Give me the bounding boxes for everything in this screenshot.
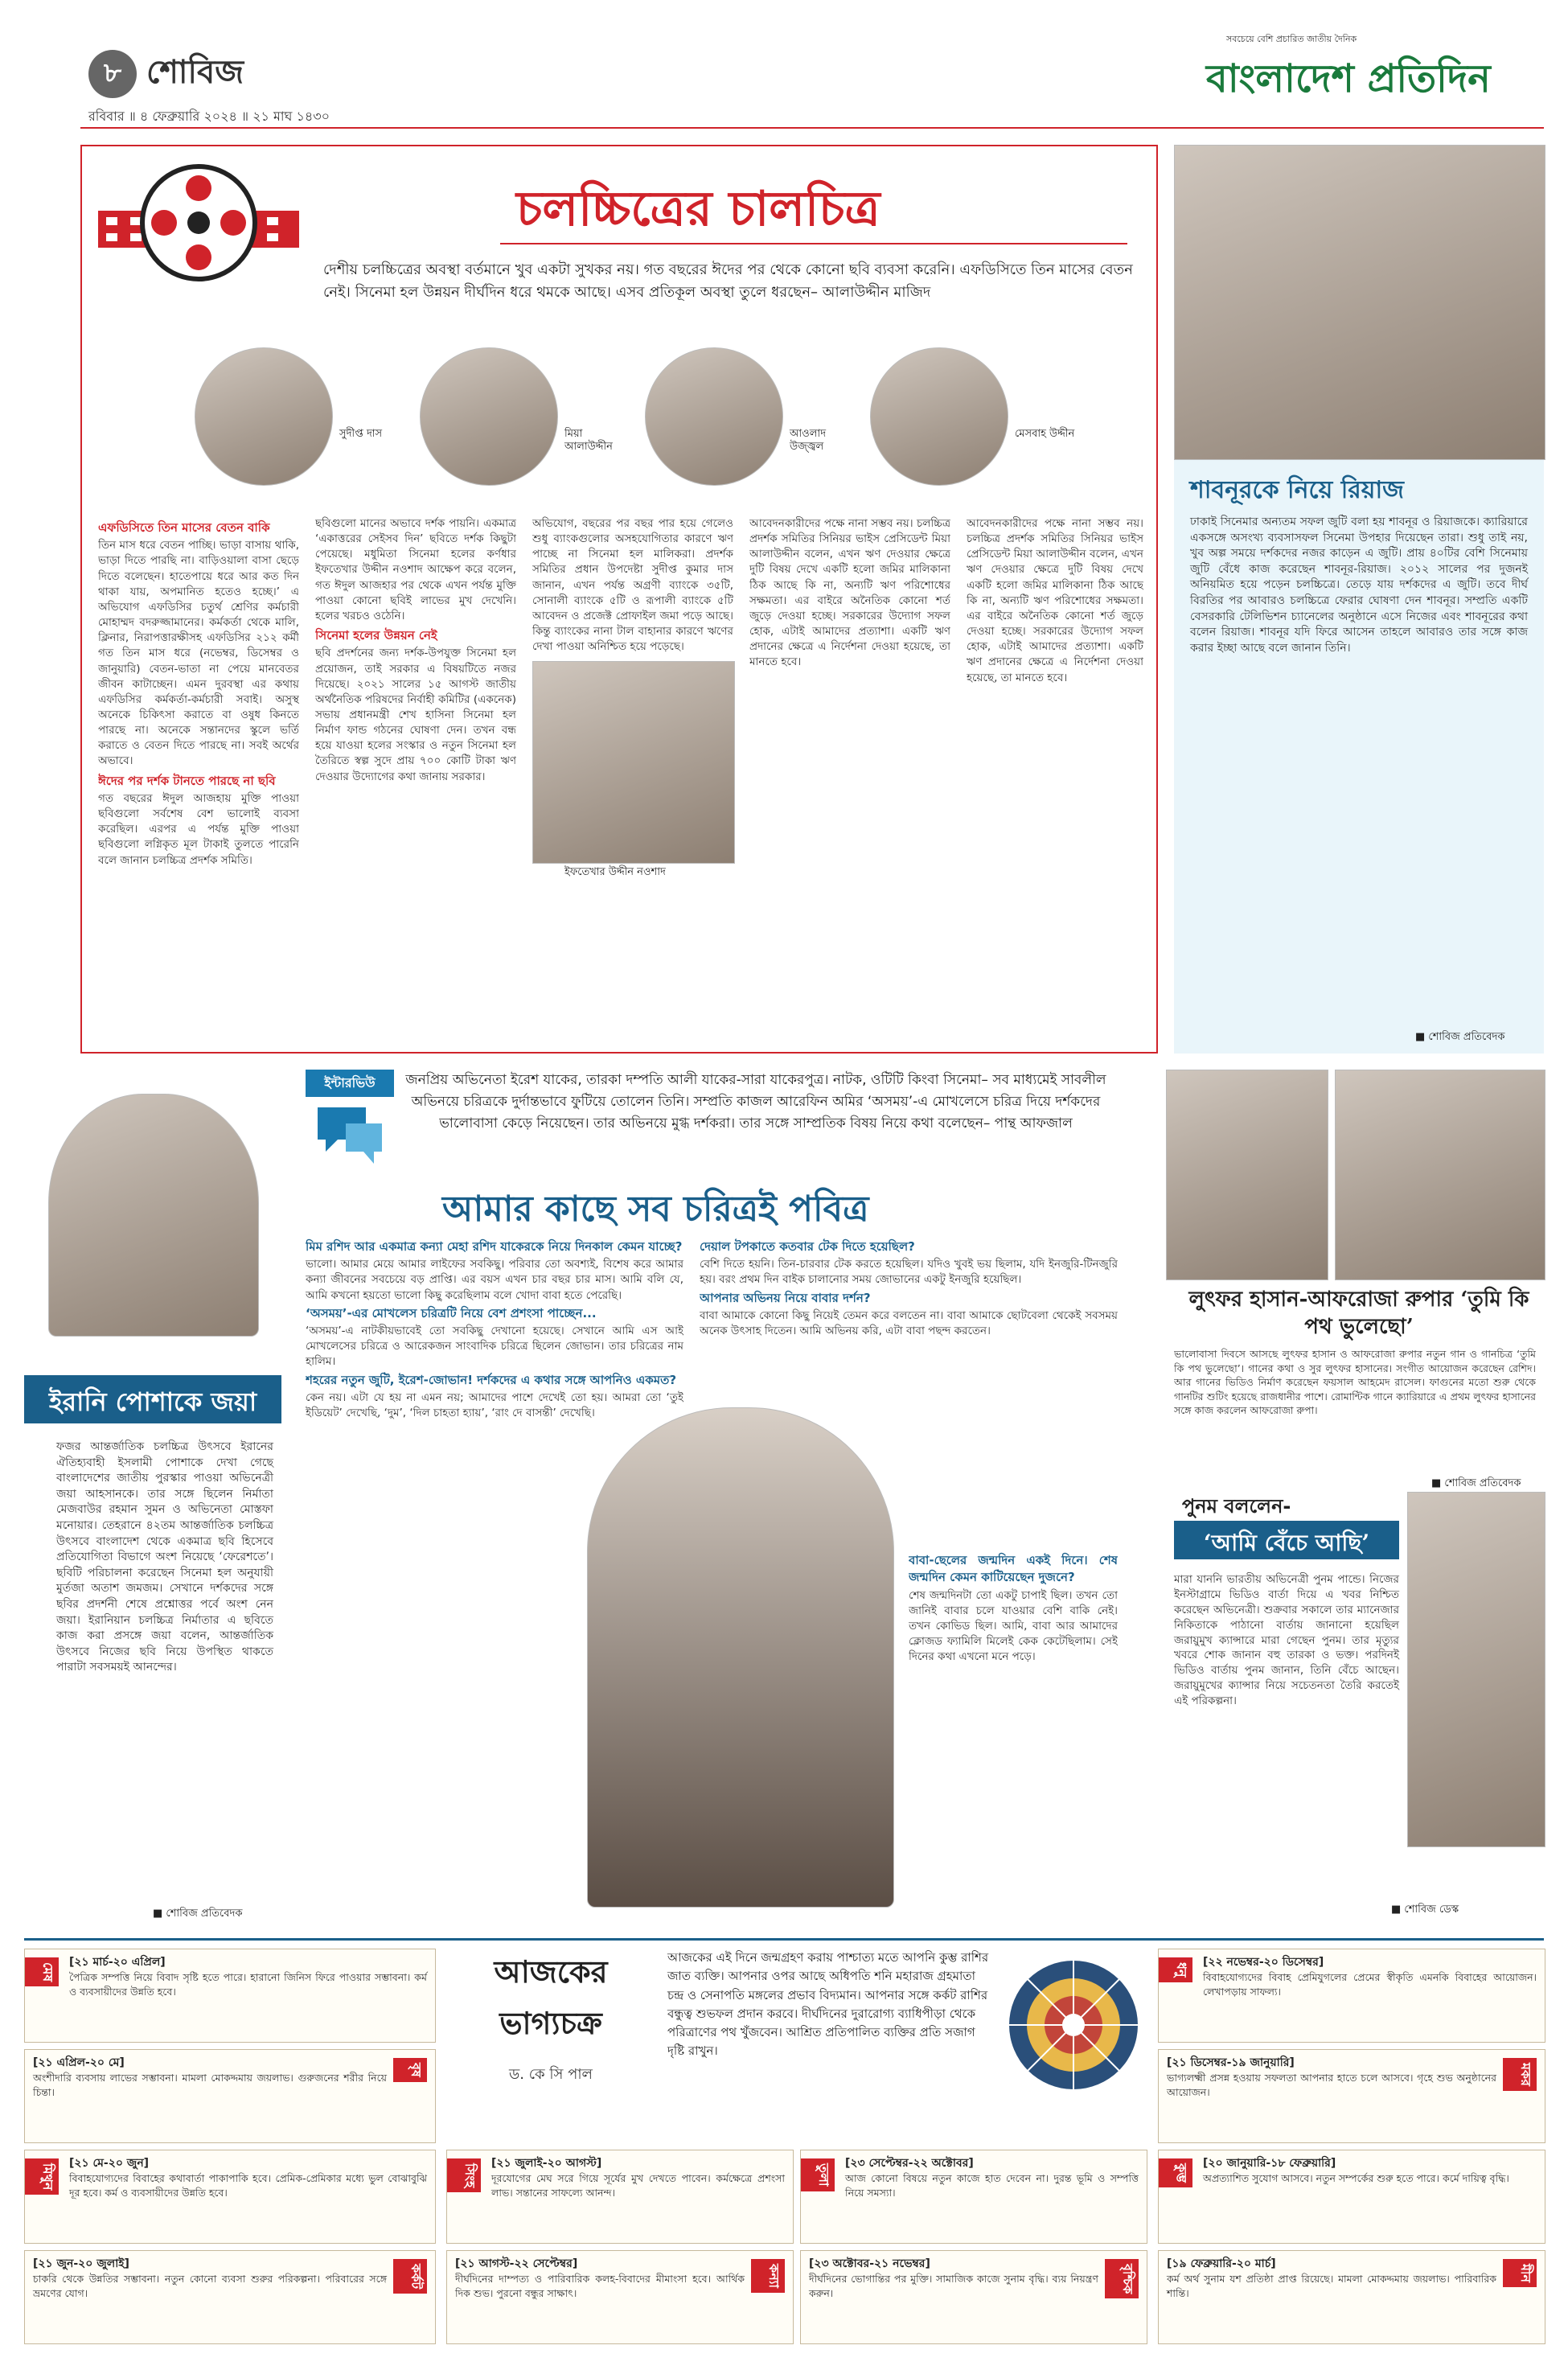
zodiac-sign — [24, 2250, 436, 2344]
chat-icon — [314, 1103, 386, 1168]
section-name: শোবিজ — [146, 53, 244, 91]
interview-intro: জনপ্রিয় অভিনেতা ইরেশ যাকের, তারকা দম্পতি আলী যাকের-সারা যাকেরপুত্র। নাটক, ওটিটি কিংবা সিনেমা– সব মাধ্যমেই সাবলীল অভিনয়ে চরিত্রকে দুর্দান্তভাবে ফুটিয়ে তোলেন তিনি। সম্প্রতি কাজল আরেফিন অমির ‘অসময়’-এ মোখলেসে চরিত্র দিয়ে দর্শকদের ভালোবাসা কেড়ে নিয়েছেন। তার অভিনয়ে মুগ্ধ দর্শকরা। তার সঙ্গে সাম্প্রতিক বিষয় নিয়ে কথা বলেছেন– পান্থ আফজাল — [405, 1072, 1106, 1132]
sign-label: বৃষ — [393, 2058, 427, 2082]
zodiac-sign — [1158, 2150, 1545, 2244]
zodiac-wheel-icon — [1005, 1957, 1142, 2093]
sign-label: মেষ — [25, 1957, 59, 1986]
page-number-badge — [88, 50, 137, 98]
subhead-audience: ঈদের পর দর্শক টানতে পারছে না ছবি — [98, 773, 276, 788]
photo-riaz-shabnur — [1174, 145, 1545, 460]
sign-dates: [১৯ ফেব্রুয়ারি-২০ মার্চ] — [1167, 2257, 1276, 2270]
joya-text: ফজর আন্তর্জাতিক চলচ্চিত্র উৎসবে ইরানের ঐতিহ্যবাহী ইসলামী পোশাকে দেখা গেছে বাংলাদেশের জাতীয় পুরস্কার পাওয়া অভিনেত্রী জয়া আহসানকে। তার সঙ্গে ছিলেন নির্মাতা মেজবাউর রহমান সুমন ও অভিনেতা মোস্তফা মনোয়ার। তেহরানে ৪২তম আন্তর্জাতিক চলচ্চিত্র উৎসবে বাংলাদেশ থেকে একমাত্র ছবি হিসেবে প্রতিযোগিতা বিভাগে অংশ নিয়েছে ‘ফেরেশতে’। ছবিটি পরিচালনা করেছেন সিনেমা হল অনুযায়ী মুর্তজা অতাশ জমজম। সেখানে দর্শকদের সঙ্গে ছবির প্রদর্শনী শেষে প্রশ্নোত্তর পর্বে অংশ নেন জয়া। ইরানিয়ান চলচ্চিত্র নির্মাতার এ ছবিতে কাজ করা প্রসঙ্গে জয়া বলেন, আন্তর্জাতিক উৎসবে নিজের ছবি নিয়ে উপস্থিত থাকতে পারাটা সবসময়ই আনন্দের। — [56, 1440, 273, 1674]
sign-dates: [২১ জুলাই-২০ আগস্ট] — [491, 2157, 602, 2170]
poonam-text: মারা যাননি ভারতীয় অভিনেত্রী পুনম পান্ডে। নিজের ইনস্টাগ্রামে ভিডিও বার্তা দিয়ে এ খবর নিশ্চিত করেছেন অভিনেত্রী। শুক্রবার সকালে তার ম্যানেজার নিকিতাকে পাঠানো বার্তায় জানানো হয়েছিল জরায়ুমুখ ক্যান্সারে মারা গেছেন পুনম। তার মৃত্যুর খবরে শোক জানান বহু তারকা ও ভক্ত। পরদিনই ভিডিও বার্তায় পুনম জানান, তিনি বেঁচে আছেন। জরায়ুমুখের ক্যান্সার নিয়ে সচেতনতা তৈরি করতেই এই পরিকল্পনা। — [1174, 1573, 1399, 1708]
horoscope-section — [24, 1938, 1544, 2359]
cinema-feature — [80, 145, 1158, 1054]
q3: শহরের নতুন জুটি, ইরেশ-জোভান! দর্শকদের এ কথার সঙ্গে আপনিও একমত? — [306, 1372, 677, 1387]
masthead-rule — [80, 127, 1544, 129]
riaz-text: ঢাকাই সিনেমার অন্যতম সফল জুটি বলা হয় শাবনূর ও রিয়াজকে। ক্যারিয়ারে একসঙ্গে অসংখ্য ব্যবসাসফল সিনেমা উপহার দিয়েছেন তারা। শুধু তাই নয়, খুব অল্প সময়ে দর্শকদের নজর কাড়েন এ জুটি। প্রায় ৪০টির বেশি সিনেমায় জুটি বেঁধে কাজ করেছেন শাবনূর-রিয়াজ। ২০১২ সালের পর দুজনই অনিয়মিত হয়ে পড়েন চলচ্চিত্রে। তেড়ে যায় দর্শকদের এ জুটি। তবে দীর্ঘ বিরতির পর আবারও চলচ্চিত্রে ফেরার ঘোষণা দেন শাবনূর। সম্প্রতি একটি বেসরকারি টেলিভিশন চ্যানেলের অনুষ্ঠানে এসে নিজের এবং শাবনূরের কথা বলেন রিয়াজ। শাবনূর যদি ফিরে আসেন তাহলে আবারও তার সঙ্গে কাজ করার ইচ্ছা আছে বলে জানান তিনি। — [1190, 515, 1528, 655]
col1-para-a: তিন মাস ধরে বেতন পাচ্ছি। ভাড়া বাসায় থাকি, ভাড়া দিতে পারছি না। বাড়িওয়ালা বাসা ছেড়ে দিতে বলেছেন। হাতেপায়ে ধরে আর কত দিন থাকা যায়, অপমানিত হতেও হচ্ছে।’ এ অভিযোগ এফডিসির চতুর্থ শ্রেণির কর্মচারী মোহাম্মদ বদরুজ্জামানের। কর্মকর্তা থেকে মালি, ক্লিনার, নিরাপত্তারক্ষীসহ এফডিসির ২১২ কর্মী গত তিন মাস ধরে (নভেম্বর, ডিসেম্বর ও জানুয়ারি) বেতন-ভাতা না পেয়ে মানবেতর জীবন কাটাচ্ছেন। এমন দুরবস্থা এর কথায় এফডিসির কর্মকর্তা-কর্মচারী সবাই। অসুস্থ অনেকে চিকিৎসা করাতে বা ওষুধ কিনতে পারছে না। অনেকে সন্তানদের স্কুলে ভর্তি করাতে ও বেতন দিতে পারছে না। সবই অর্থের অভাবে। — [98, 539, 299, 768]
zodiac-sign — [1158, 2250, 1545, 2344]
sign-label: সিংহ — [447, 2158, 481, 2192]
poonam-kicker: পুনম বললেন- — [1182, 1495, 1291, 1518]
interview-tag — [306, 1070, 394, 1097]
cinema-title: চলচ্চিত্রের চালচিত্র — [516, 181, 880, 237]
horoscope-author: ড. কে সি পাল — [509, 2066, 593, 2083]
portrait-row — [98, 339, 1143, 500]
horoscope-title-box — [446, 1949, 655, 2109]
photo-nawshad — [532, 661, 735, 864]
sign-text: অংশীদারি ব্যবসায় লাভের সম্ভাবনা। মামলা মোকদ্দমায় জয়লাভ। গুরুজনের শরীর নিয়ে চিন্তা। — [33, 2072, 387, 2098]
sign-label: মিথুন — [25, 2158, 59, 2195]
photo-poonam — [1407, 1492, 1545, 1847]
brand-tagline: সবচেয়ে বেশি প্রচারিত জাতীয় দৈনিক — [1226, 34, 1357, 44]
horoscope-intro: আজকের এই দিনে জন্মগ্রহণ করায় পাশ্চাত্য মতে আপনি কুম্ভ রাশির জাত ব্যক্তি। আপনার ওপর আছে অধিপতি শনি মহারাজ গ্রহমাতা চন্দ্র ও সেনাপতি মঙ্গলের প্রভাব বিদ্যমান। আপনার সঙ্গে কর্কট রাশির বন্ধুত্ব শুভফল প্রদান করবে। দীর্ঘদিনের দুরারোগ্য ব্যাধিপীড়া থেকে পরিত্রাণের পথ খুঁজবেন। আশ্রিত প্রতিপালিত ব্যক্তির প্রতি সজাগ দৃষ্টি রাখুন। — [667, 1950, 989, 2059]
sign-label: মীন — [1503, 2259, 1537, 2287]
sign-text: দূরযোগের মেঘ সরে গিয়ে সূর্যের মুখ দেখতে পাবেন। কর্মক্ষেত্রে প্রশংসা লাভ। সন্তানের সাফল্যে আনন্দ। — [491, 2172, 785, 2199]
zodiac-sign — [24, 2049, 436, 2143]
page-number: ৮ — [103, 57, 122, 89]
a4: বেশি দিতে হয়নি। তিন-চারবার টেক করতে হয়েছিল। যদিও খুবই ভয় ছিলাম, যদি ইনজুরি-টিনজুরি হয়। বরং প্রথম দিন বাইক চালানোর সময় জোভানের একটু ইনজুরি হয়েছিল। — [700, 1258, 1118, 1287]
film-reel-icon — [98, 154, 299, 291]
a3: কেন নয়। এটা যে হয় না এমন নয়; আমাদের পাশে দেখেই তো হয়। আমরা তো ‘তুই ইডিয়েট’ দেখেছি, ‘দুম’, ‘দিল চাহতা হ্যায়’, ‘রাং দে বাসন্তী’ দেখেছি। — [306, 1390, 683, 1419]
cinema-col-4 — [749, 516, 950, 1039]
interview-article — [298, 1070, 1142, 1922]
zodiac-sign — [800, 2250, 1147, 2344]
sign-text: অপ্রত্যাশিত সুযোগ আসবে। নতুন সম্পর্কের শুরু হতে পারে। কর্মে দায়িত্ব বৃদ্ধি। — [1203, 2172, 1509, 2184]
sign-dates: [২১ ডিসেম্বর-১৯ জানুয়ারি] — [1167, 2056, 1295, 2069]
zodiac-sign — [1158, 1949, 1545, 2043]
cinema-col-2 — [315, 516, 516, 1039]
interview-tag-label: ইন্টারভিউ — [324, 1075, 376, 1090]
col1-para-b: গত বছরের ঈদুল আজহায় মুক্তি পাওয়া ছবিগুলো সর্বশেষ বেশ ভালোই ব্যবসা করেছিল। এরপর এ পর্যন্ত মুক্তি পাওয়া ছবিগুলো লগ্নিকৃত মূল টাকাই তুলতে পারেনি বলে জানান চলচ্চিত্র প্রদর্শক সমিতি। — [98, 791, 299, 867]
sign-text: দীর্ঘদিনের ভোগান্তির পর মুক্তি। সামাজিক কাজে সুনাম বৃদ্ধি। ব্যয় নিয়ন্ত্রণ করুন। — [809, 2273, 1098, 2299]
cinema-intro: দেশীয় চলচ্চিত্রের অবস্থা বর্তমানে খুব একটা সুখকর নয়। গত বছরের ঈদের পর থেকে কোনো ছবি ব্যবসা করেনি। এফডিসিতে তিন মাসের বেতন নেই। সিনেমা হল উন্নয়ন দীর্ঘদিন ধরে থমকে আছে। এসব প্রতিকূল অবস্থা তুলে ধরছেন– আলাউদ্দীন মাজিদ — [323, 261, 1133, 301]
q6: বাবা-ছেলের জন্মদিন একই দিনে। শেষ জন্মদিন কেমন কাটিয়েছেন দুজনে? — [909, 1553, 1118, 1585]
sign-label: কন্যা — [751, 2259, 785, 2293]
sign-text: বিবাহযোগ্যদের বিবাহ প্রেমিযুগলের প্রেমের স্বীকৃতি এমনকি বিবাহের আয়োজন। লেখাপড়ায় সাফল্য। — [1203, 1971, 1537, 1998]
date-line: রবিবার ॥ ৪ ফেব্রুয়ারি ২০২৪ ॥ ২১ মাঘ ১৪৩০ — [88, 109, 330, 124]
interview-col-3 — [909, 1552, 1118, 1906]
sign-dates: [২১ জুন-২০ জুলাই] — [33, 2257, 129, 2270]
sign-label: ধনু — [1159, 1957, 1192, 1982]
sign-dates: [২১ মে-২০ জুন] — [69, 2157, 150, 2170]
riaz-title: শাবনূরকে নিয়ে রিয়াজ — [1190, 476, 1404, 504]
poonam-title: ‘আমি বেঁচে আছি’ — [1203, 1530, 1370, 1556]
interview-title: আমার কাছে সব চরিত্রই পবিত্র — [442, 1189, 869, 1230]
portrait-mesbah — [870, 347, 1008, 486]
caption-nawshad: ইফতেখার উদ্দীন নওশাদ — [564, 866, 666, 878]
joya-title: ইরানি পোশাকে জয়া — [48, 1386, 257, 1417]
subhead-hall: সিনেমা হলের উন্নয়ন নেই — [315, 628, 437, 643]
photo-iresh — [587, 1407, 894, 1908]
lutfor-text: ভালোবাসা দিবসে আসছে লুৎফর হাসান ও আফরোজা রুপার নতুন গান ও গানচিত্র ‘তুমি কি পথ ভুলেছো’। গানের কথা ও সুর লুৎফর হাসানের। সংগীত আয়োজন করেছেন রেশিদ। আর গানের ভিডিও নির্মাণ করেছেন ফয়সাল আহমেদ রাসেল। ফাগুনের মতো শুরু থেকে গানটির শুটিং হয়েছে রাজধানীর পাশে। রোমান্টিক গানে ক্যারিয়ারে এ প্রথম লুৎফর হাসানের সঙ্গে কাজ করলেন আফরোজা রুপা। — [1174, 1348, 1536, 1416]
q5: আপনার অভিনয় নিয়ে বাবার দর্শন? — [700, 1290, 871, 1305]
a6: শেষ জন্মদিনটা তো একটু চাপাই ছিল। তখন তো জানিই বাবার চলে যাওয়ার বেশি বাকি নেই। তখন কোভিড ছিল। আমি, বাবা আর আমাদের ক্লোজড ফ্যামিলি মিলেই কেক কেটেছিলাম। সেই দিনের কথা এখনো মনে পড়ে। — [909, 1588, 1118, 1664]
horoscope-title-1: আজকের — [494, 1953, 608, 1990]
col2-para-a: ছবিগুলো মানের অভাবে দর্শক পায়নি। একমাত্র ‘একাত্তরের সেইসব দিন’ ছবিতে দর্শক কিছুটা পেয়েছে। মধুমিতা সিনেমা হলের কর্ণধার ইফতেখার উদ্দীন নওশাদ আক্ষেপ করে বলেন, গত ঈদুল আজহার পর থেকে এখন পর্যন্ত মুক্তি পাওয়া কোনো ছবিই লাভের মুখ দেখেনি। হলের খরচও ওঠেনি। — [315, 517, 516, 622]
sign-dates: [২১ আগস্ট-২২ সেপ্টেম্বর] — [455, 2257, 578, 2270]
sign-label: বৃশ্চিক — [1105, 2259, 1139, 2298]
portrait-alauddin — [420, 347, 558, 486]
sign-dates: [২১ এপ্রিল-২০ মে] — [33, 2056, 125, 2069]
subhead-salary: এফডিসিতে তিন মাসের বেতন বাকি — [98, 520, 270, 535]
riaz-sign: ■ শোবিজ প্রতিবেদক — [1415, 1031, 1505, 1043]
brand-logo: বাংলাদেশ প্রতিদিন — [1206, 56, 1491, 101]
photo-joya — [48, 1094, 259, 1337]
q1: মিম রশিদ আর একমাত্র কন্যা মেহা রশিদ যাকেরকে নিয়ে দিনকাল কেমন যাচ্ছে? — [306, 1239, 683, 1254]
joya-sign: ■ শোবিজ প্রতিবেদক — [153, 1908, 243, 1920]
poonam-article — [1166, 1492, 1544, 1926]
sign-dates: [২১ মার্চ-২০ এপ্রিল] — [69, 1956, 166, 1969]
caption-sudipta: সুদীপ্ত দাস — [339, 428, 383, 440]
col4-para: আবেদনকারীদের পক্ষে নানা সম্ভব নয়। চলচ্চিত্র প্রদর্শক সমিতির সিনিয়র ভাইস প্রেসিডেন্ট মিয়া আলাউদ্দীন বলেন, এখন ঋণ দেওয়ার ক্ষেত্রে দুটি বিষয় দেখে একটি হলো জমির মালিকানা ঠিক আছে কি না, অন্যটি ঋণ পরিশোধের সক্ষমতা। এর বাইরে অনৈতিক কোনো শর্ত জুড়ে দেওয়া হচ্ছে। সরকারের উদ্যোগ সফল হোক, এটাই আমাদের প্রত্যাশা। একটি ঋণ প্রদানের ক্ষেত্রে এ নির্দেশনা দেওয়া হয়েছে, তা মানতে হবে। — [749, 517, 950, 669]
masthead — [0, 0, 1568, 129]
a2: ‘অসময়’-এ নাটকীয়ভাবেই তো সবকিছু দেখানো হয়েছে। সেখানে আমি এস আই মোখলেসের চরিত্রে ও আরেকজন সাংবাদিক চরিত্রে ছিলেন জোভান। তার চরিত্রের নাম হালিম। — [306, 1325, 683, 1369]
photo-afroza — [1335, 1070, 1545, 1280]
portrait-awlad — [645, 347, 783, 486]
riaz-article — [1174, 145, 1544, 1054]
sign-text: বিবাহযোগ্যদের বিবাহের কথাবার্তা পাকাপাকি হবে। প্রেমিক-প্রেমিকার মধ্যে ভুল বোঝাবুঝি দূর হবে। কর্ম ও ব্যবসায়ীদের উন্নতি হবে। — [69, 2172, 427, 2199]
sign-text: কর্ম অর্থ সুনাম যশ প্রতিষ্ঠা প্রাপ্ত রিয়েছে। মামলা মোকদ্দমায় জয়লাভ। পারিবারিক শান্তি। — [1167, 2273, 1496, 2299]
sign-text: দীর্ঘদিনের দাম্পত্য ও পারিবারিক কলহ-বিবাদের মীমাংসা হবে। আর্থিক দিক শুভ। পুরনো বন্ধুর সাক্ষাৎ। — [455, 2273, 745, 2299]
sign-text: পৈত্রিক সম্পত্তি নিয়ে বিবাদ সৃষ্টি হতে পারে। হারানো জিনিস ফিরে পাওয়ার সম্ভাবনা। কর্ম ও ব্যবসায়ীদের উন্নতি হবে। — [69, 1971, 427, 1998]
sign-text: ভাগ্যলক্ষ্মী প্রসন্ন হওয়ায় সফলতা আপনার হাতে চলে আসবে। গৃহে শুভ অনুষ্ঠানের আয়োজন। — [1167, 2072, 1496, 2098]
zodiac-sign — [24, 2150, 436, 2244]
sign-dates: [২০ জানুয়ারি-১৮ ফেব্রুয়ারি] — [1203, 2157, 1336, 2170]
cinema-col-5 — [967, 516, 1143, 1039]
lutfor-sign: ■ শোবিজ প্রতিবেদক — [1431, 1477, 1521, 1489]
q2: ‘অসময়’-এর মোখলেস চরিত্রটি নিয়ে বেশ প্রশংসা পাচ্ছেন... — [306, 1305, 597, 1320]
cinema-col-1 — [98, 516, 299, 1039]
caption-mesbah: মেসবাহ উদ্দীন — [1015, 428, 1075, 440]
a1: ভালো। আমার মেয়ে আমার লাইফের সবকিছু। পরিবার তো অবশ্যই, বিশেষ করে আমার কন্যা জীবনের সবচেয়ে বড় প্রাপ্তি। এর বয়স এখন চার বছর চার মাস। আমি বলি যে, আমি কখনো হয়তো ভালো কিছু করেছিলাম বলে খোদা বাবা হতে পেরেছি। — [306, 1258, 683, 1302]
sign-text: আজ কোনো বিষয়ে নতুন কাজে হাত দেবেন না। দুরন্ত ভূমি ও সম্পত্তি নিয়ে সমস্যা। — [845, 2172, 1139, 2199]
horoscope-title-2: ভাগ্যচক্র — [499, 2005, 602, 2041]
col5-para: আবেদনকারীদের পক্ষে নানা সম্ভব নয়। চলচ্চিত্র প্রদর্শক সমিতির সিনিয়র ভাইস প্রেসিডেন্ট মিয়া আলাউদ্দীন বলেন, এখন ঋণ দেওয়ার ক্ষেত্রে দুটি বিষয় দেখে একটি হলো জমির মালিকানা ঠিক আছে কি না, অন্যটি ঋণ পরিশোধের সক্ষমতা। এর বাইরে অনৈতিক কোনো শর্ত জুড়ে দেওয়া হচ্ছে। সরকারের উদ্যোগ সফল হোক, এটাই আমাদের প্রত্যাশা। একটি ঋণ প্রদানের ক্ষেত্রে এ নির্দেশনা দেওয়া হয়েছে, তা মানতে হবে। — [967, 517, 1143, 684]
q4: দেয়াল টপকাতে কতবার টেক দিতে হয়েছিল? — [700, 1239, 915, 1254]
lutfor-title: লুৎফর হাসান-আফরোজা রুপার ‘তুমি কি পথ ভুলেছো’ — [1188, 1288, 1529, 1339]
lutfor-article — [1166, 1070, 1544, 1416]
caption-alauddin: মিয়া আলাউদ্দীন — [564, 428, 613, 454]
sign-label: কুম্ভ — [1159, 2158, 1192, 2187]
a5: বাবা আমাকে কোনো কিছু নিয়েই তেমন করে বলতেন না। বাবা আমাকে ছোটবেলা থেকেই সবসময় অনেক উৎসাহ দিতেন। আমি অভিনয় করি, এটা বাবা পছন্দ করতেন। — [700, 1308, 1118, 1338]
title-rule — [500, 243, 1127, 244]
portrait-sudipta — [195, 347, 333, 486]
sign-label: তুলা — [801, 2158, 835, 2191]
joya-article — [24, 1070, 281, 1922]
zodiac-sign — [1158, 2049, 1545, 2143]
zodiac-sign — [446, 2150, 794, 2244]
photo-lutfor — [1166, 1070, 1328, 1280]
sign-label: মকর — [1503, 2058, 1537, 2091]
poonam-sign: ■ শোবিজ ডেস্ক — [1391, 1904, 1459, 1916]
sign-label: কর্কট — [393, 2259, 427, 2294]
caption-awlad: আওলাদ উজ্জ্বল — [790, 428, 827, 454]
sign-dates: [২২ নভেম্বর-২০ ডিসেম্বর] — [1203, 1956, 1324, 1969]
sign-dates: [২৩ সেপ্টেম্বর-২২ অক্টোবর] — [845, 2157, 974, 2170]
zodiac-sign — [446, 2250, 794, 2344]
sign-dates: [২৩ অক্টোবর-২১ নভেম্বর] — [809, 2257, 930, 2270]
col2-para-b: ছবি প্রদর্শনের জন্য দর্শক-উপযুক্ত সিনেমা হল প্রয়োজন, তাই সরকার এ বিষয়টিতে নজর দিয়েছে। ২০২১ সালের ১৫ আগস্ট জাতীয় অর্থনৈতিক পরিষদের নির্বাহী কমিটির (একনেক) সভায় প্রধানমন্ত্রী শেখ হাসিনা সিনেমা হল নির্মাণ ফান্ড গঠনের ঘোষণা দেন। তখন বন্ধ হয়ে যাওয়া হলের সংস্কার ও নতুন সিনেমা হল তৈরিতে স্বল্প সুদে প্রায় ৭০০ কোটি টাকা ঋণ দেওয়ার উদ্যোগের কথা জানায় সরকার। — [315, 647, 516, 783]
col3-para: অভিযোগ, বছরের পর বছর পার হয়ে গেলেও শুধু ব্যাংকগুলোর অসহযোগিতার কারণে ঋণ পাচ্ছে না সিনেমা হল মালিকরা। প্রদর্শক সমিতির প্রধান উপদেষ্টা সুদীপ্ত কুমার দাস জানান, এখন পর্যন্ত অগ্রণী ব্যাংকে ৩৫টি, সোনালী ব্যাংকে ৫টি ও রূপালী ব্যাংকে ৫টি আবেদন ও প্রজেক্ট প্রোফাইল জমা পড়ে আছে। কিন্তু ব্যাংকের নানা টাল বাহানার কারণে ঋণের দেখা পাওয়া অনিশ্চিত হয়ে পড়েছে। — [532, 517, 733, 654]
zodiac-sign — [24, 1949, 436, 2043]
zodiac-sign — [800, 2150, 1147, 2244]
sign-text: চাকরি থেকে উন্নতির সম্ভাবনা। নতুন কোনো ব্যবসা শুরুর পরিকল্পনা। পরিবারের সঙ্গে ভ্রমণের যোগ। — [33, 2273, 387, 2299]
